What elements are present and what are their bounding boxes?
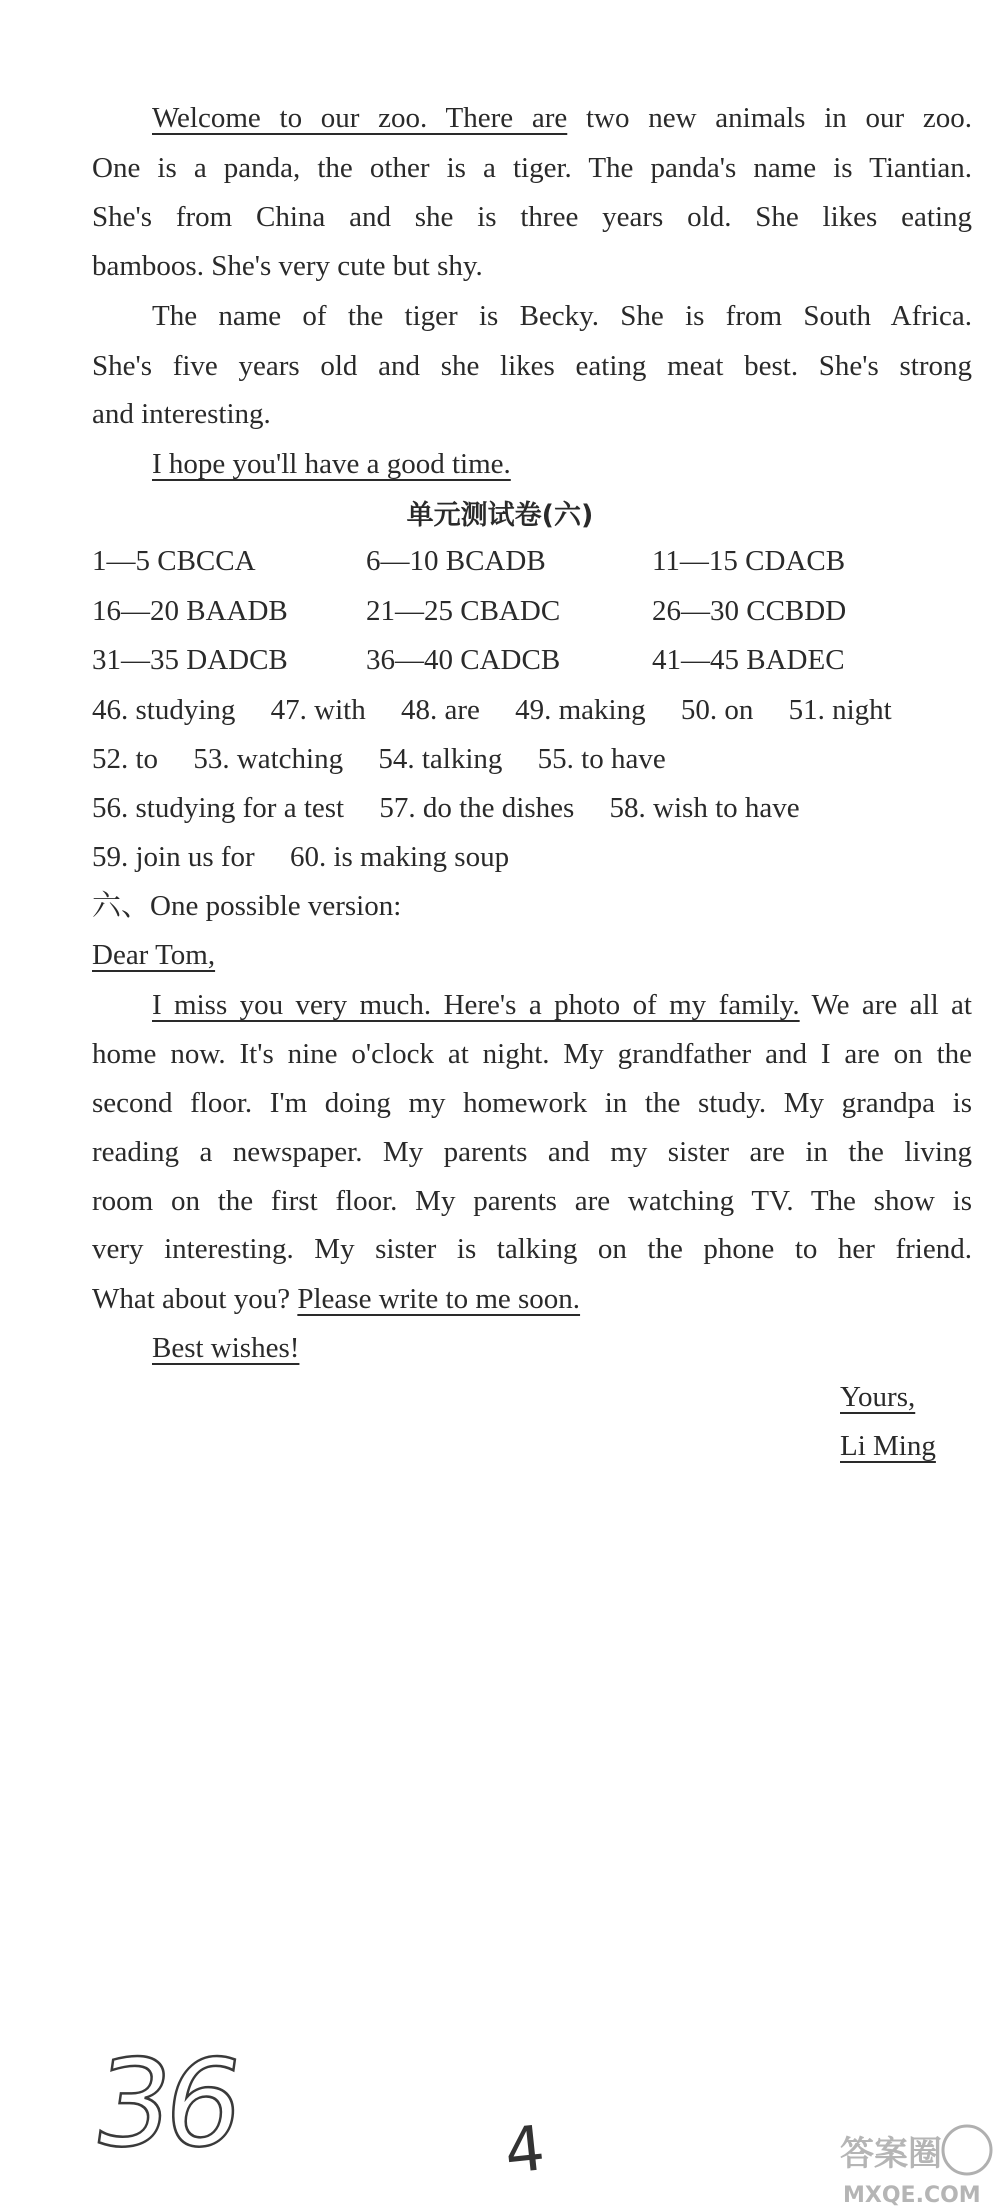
letter2-line-4: reading a newspaper. My parents and my sister are in the living — [92, 1136, 972, 1168]
answer-group: 36—40 CADCB — [366, 644, 561, 676]
essay-label: 六、One possible version: — [92, 890, 402, 922]
fill-answer: 53. watching — [193, 743, 344, 775]
handwritten-page-number: 36 — [85, 2035, 246, 2174]
letter2-yours: Yours, — [840, 1381, 916, 1413]
underlined-phrase: I miss you very much. Here's a photo of my family. — [152, 989, 800, 1021]
letter2-wishes: Best wishes! — [152, 1332, 300, 1364]
fill-row — [92, 690, 972, 730]
letter2-salutation: Dear Tom, — [92, 939, 216, 971]
letter2-line-7: What about you? Please write to me soon. — [92, 1283, 581, 1315]
fill-answer: 49. making — [515, 694, 646, 726]
letter1-line-3: She's from China and she is three years old. She likes eating — [92, 201, 972, 233]
watermark-url: MXQE.COM — [843, 2183, 981, 2208]
answer-row — [92, 541, 972, 581]
answer-row — [92, 640, 972, 680]
answer-row — [92, 591, 972, 631]
answer-group: 11—15 CDACB — [652, 545, 846, 577]
fill-answer: 51. night — [788, 694, 892, 726]
letter2-line-5: room on the first floor. My parents are watching TV. The show is — [92, 1185, 972, 1217]
section-title: 单元测试卷(六) — [406, 500, 594, 531]
answer-group: 41—45 BADEC — [652, 644, 845, 676]
letter1-closing: I hope you'll have a good time. — [152, 448, 511, 480]
answer-group: 26—30 CCBDD — [652, 595, 847, 627]
letter2-line-2: home now. It's nine o'clock at night. My grandfather and I are on the — [92, 1038, 972, 1070]
letter2-line-6: very interesting. My sister is talking on the phone to her friend. — [92, 1233, 972, 1265]
fill-row — [92, 837, 972, 877]
answer-group: 21—25 CBADC — [366, 595, 561, 627]
letter2-line-1: I miss you very much. Here's a photo of my family. We are all at — [152, 989, 972, 1021]
fill-answer: 55. to have — [537, 743, 666, 775]
answer-group: 6—10 BCADB — [366, 545, 546, 577]
underlined-phrase: Welcome to our zoo. There are — [152, 102, 568, 134]
answer-group: 1—5 CBCCA — [92, 545, 256, 577]
letter1-line-1: Welcome to our zoo. There are two new animals in our zoo. — [152, 102, 972, 134]
letter1-line-5: The name of the tiger is Becky. She is from South Africa. — [152, 300, 972, 332]
letter1-line-2: One is a panda, the other is a tiger. The panda's name is Tiantian. — [92, 152, 972, 184]
fill-answer: 48. are — [400, 694, 480, 726]
fill-answer: 59. join us for — [92, 841, 255, 873]
fill-row — [92, 788, 972, 828]
letter2-signature: Li Ming — [840, 1430, 936, 1462]
fill-answer: 46. studying — [92, 694, 236, 726]
letter2-line-3: second floor. I'm doing my homework in the study. My grandpa is — [92, 1087, 972, 1119]
fill-answer: 54. talking — [378, 743, 503, 775]
letter1-line-4: bamboos. She's very cute but shy. — [92, 250, 483, 282]
fill-row — [92, 739, 972, 779]
fill-answer: 58. wish to have — [609, 792, 800, 824]
watermark-logo — [835, 2120, 1000, 2210]
answer-group: 31—35 DADCB — [92, 644, 288, 676]
fill-answer: 50. on — [680, 694, 754, 726]
fill-answer: 47. with — [270, 694, 366, 726]
handwritten-mark: 4 — [501, 2111, 549, 2188]
letter1-line-7: and interesting. — [92, 398, 271, 430]
letter1-line-6: She's five years old and she likes eating meat best. She's strong — [92, 350, 972, 382]
watermark-circle — [943, 2126, 991, 2174]
fill-answer: 60. is making soup — [289, 841, 510, 873]
fill-answer: 52. to — [92, 743, 159, 775]
underlined-phrase: Please write to me soon. — [297, 1283, 581, 1315]
fill-answer: 57. do the dishes — [379, 792, 575, 824]
fill-answer: 56. studying for a test — [92, 792, 345, 824]
watermark-text: 答案圈 — [840, 2134, 942, 2174]
answer-group: 16—20 BAADB — [92, 595, 288, 627]
